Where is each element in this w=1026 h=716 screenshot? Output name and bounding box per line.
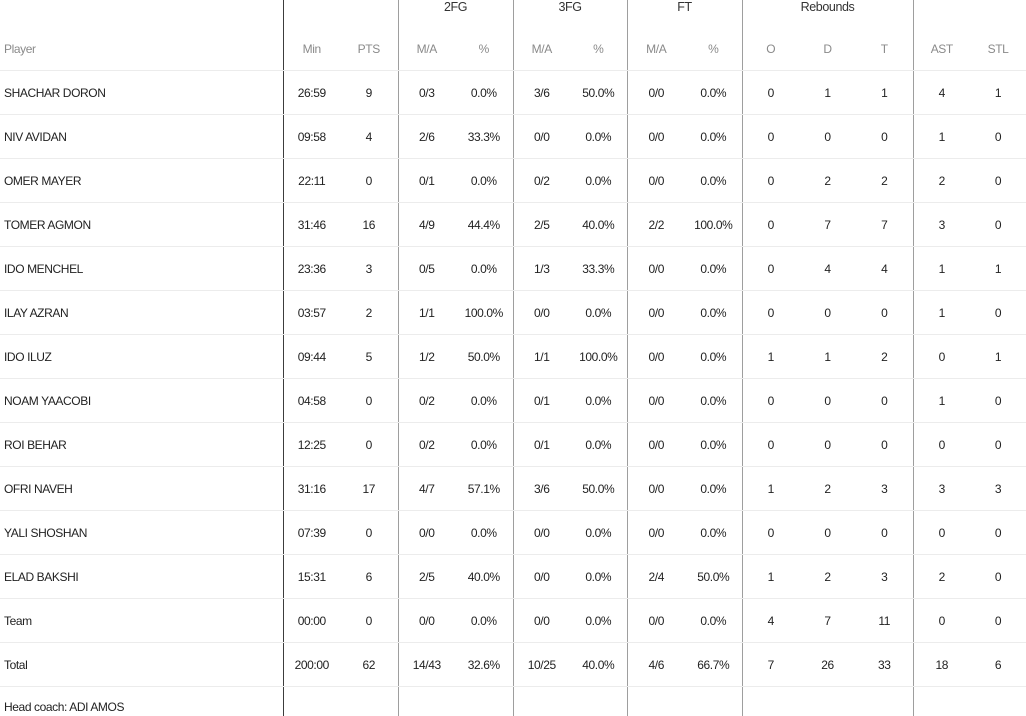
cell-min: 04:58 (283, 379, 340, 423)
coach-spacer (627, 687, 742, 716)
cell-ast: 2 (913, 159, 970, 203)
cell-stl: 0 (970, 291, 1026, 335)
cell-ast: 1 (913, 379, 970, 423)
cell-2fg-pct: 0.0% (455, 159, 513, 203)
cell-ast: 2 (913, 555, 970, 599)
cell-reb-o: 0 (742, 71, 799, 115)
cell-ast: 3 (913, 203, 970, 247)
cell-ast: 1 (913, 115, 970, 159)
cell-reb-d: 1 (799, 335, 856, 379)
cell-ft-pct: 50.0% (685, 555, 742, 599)
player-name[interactable]: TOMER AGMON (0, 203, 283, 247)
cell-ft-ma: 2/4 (627, 555, 685, 599)
cell-reb-t: 3 (856, 555, 913, 599)
cell-min: 09:44 (283, 335, 340, 379)
cell-2fg-ma: 0/2 (398, 379, 455, 423)
cell-min: 26:59 (283, 71, 340, 115)
cell-2fg-ma: 0/2 (398, 423, 455, 467)
cell-reb-o: 0 (742, 159, 799, 203)
cell-3fg-ma: 3/6 (513, 71, 570, 115)
table-row (0, 71, 1026, 115)
cell-3fg-pct: 0.0% (570, 159, 627, 203)
cell-reb-o: 0 (742, 115, 799, 159)
cell-ft-pct: 66.7% (685, 643, 742, 687)
cell-stl: 0 (970, 599, 1026, 643)
player-name[interactable]: SHACHAR DORON (0, 71, 283, 115)
cell-ft-ma: 0/0 (627, 335, 685, 379)
cell-min: 00:00 (283, 599, 340, 643)
cell-3fg-ma: 0/2 (513, 159, 570, 203)
cell-min: 09:58 (283, 115, 340, 159)
player-rows (0, 71, 1026, 687)
player-name[interactable]: OFRI NAVEH (0, 467, 283, 511)
cell-3fg-ma: 0/0 (513, 115, 570, 159)
head-coach-label: Head coach: ADI AMOS (4, 700, 125, 714)
cell-reb-t: 0 (856, 511, 913, 555)
cell-stl: 1 (970, 71, 1026, 115)
group-header-rebounds: Rebounds (742, 0, 913, 28)
header-ast[interactable]: AST (913, 28, 970, 71)
table-row (0, 467, 1026, 511)
cell-reb-t: 1 (856, 71, 913, 115)
group-blank-player (0, 0, 283, 28)
cell-3fg-pct: 0.0% (570, 555, 627, 599)
cell-reb-t: 3 (856, 467, 913, 511)
cell-reb-d: 0 (799, 291, 856, 335)
cell-reb-t: 33 (856, 643, 913, 687)
cell-3fg-ma: 2/5 (513, 203, 570, 247)
cell-reb-t: 4 (856, 247, 913, 291)
cell-reb-t: 0 (856, 379, 913, 423)
cell-pts: 4 (340, 115, 398, 159)
table-row (0, 115, 1026, 159)
cell-reb-o: 7 (742, 643, 799, 687)
cell-stl: 0 (970, 555, 1026, 599)
table-row (0, 203, 1026, 247)
cell-3fg-pct: 0.0% (570, 599, 627, 643)
cell-3fg-ma: 0/1 (513, 379, 570, 423)
cell-stl: 3 (970, 467, 1026, 511)
cell-min: 03:57 (283, 291, 340, 335)
cell-reb-d: 0 (799, 511, 856, 555)
cell-pts: 9 (340, 71, 398, 115)
cell-reb-d: 4 (799, 247, 856, 291)
cell-ft-pct: 0.0% (685, 71, 742, 115)
group-header-2fg: 2FG (398, 0, 513, 28)
cell-stl: 1 (970, 335, 1026, 379)
player-name[interactable]: ELAD BAKSHI (0, 555, 283, 599)
table-row (0, 291, 1026, 335)
cell-min: 15:31 (283, 555, 340, 599)
cell-ast: 0 (913, 599, 970, 643)
cell-ft-pct: 0.0% (685, 423, 742, 467)
cell-2fg-pct: 0.0% (455, 599, 513, 643)
cell-ast: 3 (913, 467, 970, 511)
cell-pts: 6 (340, 555, 398, 599)
player-name[interactable]: NOAM YAACOBI (0, 379, 283, 423)
cell-reb-o: 1 (742, 555, 799, 599)
cell-3fg-pct: 0.0% (570, 115, 627, 159)
header-pts[interactable]: PTS (340, 28, 398, 71)
cell-ft-ma: 0/0 (627, 599, 685, 643)
cell-2fg-ma: 4/7 (398, 467, 455, 511)
cell-stl: 0 (970, 511, 1026, 555)
player-name[interactable]: Total (0, 643, 283, 687)
cell-reb-t: 2 (856, 335, 913, 379)
cell-min: 23:36 (283, 247, 340, 291)
cell-reb-d: 0 (799, 379, 856, 423)
cell-min: 12:25 (283, 423, 340, 467)
cell-min: 200:00 (283, 643, 340, 687)
cell-3fg-ma: 0/0 (513, 555, 570, 599)
player-name[interactable]: NIV AVIDAN (0, 115, 283, 159)
cell-ft-pct: 0.0% (685, 599, 742, 643)
header-stl[interactable]: STL (970, 28, 1026, 71)
cell-reb-d: 2 (799, 159, 856, 203)
cell-stl: 1 (970, 247, 1026, 291)
coach-spacer (398, 687, 513, 716)
cell-reb-o: 0 (742, 511, 799, 555)
cell-reb-o: 4 (742, 599, 799, 643)
cell-reb-d: 7 (799, 599, 856, 643)
group-blank-minpts (283, 0, 398, 28)
cell-3fg-ma: 0/0 (513, 599, 570, 643)
cell-reb-d: 26 (799, 643, 856, 687)
coach-spacer (513, 687, 627, 716)
cell-2fg-ma: 1/1 (398, 291, 455, 335)
cell-min: 07:39 (283, 511, 340, 555)
coach-spacer (742, 687, 913, 716)
cell-3fg-ma: 10/25 (513, 643, 570, 687)
cell-ft-ma: 0/0 (627, 159, 685, 203)
cell-3fg-pct: 50.0% (570, 71, 627, 115)
cell-pts: 17 (340, 467, 398, 511)
cell-min: 31:46 (283, 203, 340, 247)
cell-2fg-ma: 0/0 (398, 511, 455, 555)
cell-stl: 6 (970, 643, 1026, 687)
player-name[interactable]: OMER MAYER (0, 159, 283, 203)
group-blank-aststl (913, 0, 1026, 28)
cell-ft-ma: 0/0 (627, 71, 685, 115)
cell-2fg-pct: 0.0% (455, 71, 513, 115)
cell-stl: 0 (970, 159, 1026, 203)
cell-3fg-pct: 0.0% (570, 291, 627, 335)
cell-pts: 5 (340, 335, 398, 379)
cell-pts: 62 (340, 643, 398, 687)
cell-stl: 0 (970, 203, 1026, 247)
table-row (0, 555, 1026, 599)
cell-ft-pct: 0.0% (685, 247, 742, 291)
table-row (0, 335, 1026, 379)
column-group-row (0, 0, 1026, 28)
header-reb-t[interactable]: T (856, 28, 913, 71)
cell-stl: 0 (970, 423, 1026, 467)
header-3fg-pct[interactable]: % (570, 28, 627, 71)
cell-min: 22:11 (283, 159, 340, 203)
cell-2fg-pct: 100.0% (455, 291, 513, 335)
cell-3fg-ma: 1/1 (513, 335, 570, 379)
group-header-3fg: 3FG (513, 0, 627, 28)
header-min[interactable]: Min (283, 28, 340, 71)
table-row (0, 247, 1026, 291)
cell-ast: 18 (913, 643, 970, 687)
cell-reb-o: 0 (742, 203, 799, 247)
cell-reb-d: 2 (799, 467, 856, 511)
cell-reb-t: 7 (856, 203, 913, 247)
cell-reb-t: 0 (856, 115, 913, 159)
cell-2fg-ma: 2/5 (398, 555, 455, 599)
table-row (0, 159, 1026, 203)
header-2fg-pct[interactable]: % (455, 28, 513, 71)
cell-3fg-ma: 3/6 (513, 467, 570, 511)
cell-2fg-pct: 40.0% (455, 555, 513, 599)
cell-pts: 0 (340, 511, 398, 555)
cell-pts: 0 (340, 159, 398, 203)
group-header-ft: FT (627, 0, 742, 28)
coach-spacer (283, 687, 398, 716)
player-name[interactable]: Team (0, 599, 283, 643)
coach-row (0, 687, 1026, 716)
cell-2fg-ma: 14/43 (398, 643, 455, 687)
cell-3fg-pct: 50.0% (570, 467, 627, 511)
cell-reb-o: 0 (742, 423, 799, 467)
cell-3fg-ma: 1/3 (513, 247, 570, 291)
cell-3fg-ma: 0/1 (513, 423, 570, 467)
cell-3fg-pct: 0.0% (570, 511, 627, 555)
cell-ft-pct: 0.0% (685, 467, 742, 511)
table-row (0, 379, 1026, 423)
table-row (0, 423, 1026, 467)
player-name[interactable]: YALI SHOSHAN (0, 511, 283, 555)
cell-reb-d: 0 (799, 423, 856, 467)
cell-pts: 0 (340, 379, 398, 423)
header-3fg-ma[interactable]: M/A (513, 28, 570, 71)
cell-ft-ma: 0/0 (627, 291, 685, 335)
cell-min: 31:16 (283, 467, 340, 511)
cell-3fg-pct: 0.0% (570, 423, 627, 467)
table-row (0, 599, 1026, 643)
table-row (0, 511, 1026, 555)
cell-ast: 0 (913, 511, 970, 555)
cell-reb-o: 0 (742, 247, 799, 291)
cell-2fg-pct: 0.0% (455, 379, 513, 423)
cell-2fg-pct: 44.4% (455, 203, 513, 247)
cell-2fg-pct: 0.0% (455, 423, 513, 467)
cell-2fg-ma: 2/6 (398, 115, 455, 159)
cell-2fg-pct: 0.0% (455, 511, 513, 555)
cell-pts: 16 (340, 203, 398, 247)
cell-stl: 0 (970, 379, 1026, 423)
cell-pts: 3 (340, 247, 398, 291)
cell-pts: 2 (340, 291, 398, 335)
cell-3fg-pct: 40.0% (570, 203, 627, 247)
player-name[interactable]: ROI BEHAR (0, 423, 283, 467)
header-player[interactable]: Player (0, 28, 283, 71)
cell-ft-ma: 0/0 (627, 467, 685, 511)
header-2fg-ma[interactable]: M/A (398, 28, 455, 71)
cell-ft-pct: 0.0% (685, 379, 742, 423)
cell-ast: 0 (913, 335, 970, 379)
cell-ft-pct: 0.0% (685, 335, 742, 379)
cell-reb-d: 7 (799, 203, 856, 247)
cell-3fg-ma: 0/0 (513, 511, 570, 555)
cell-ft-ma: 0/0 (627, 115, 685, 159)
cell-3fg-pct: 33.3% (570, 247, 627, 291)
cell-ft-ma: 2/2 (627, 203, 685, 247)
cell-reb-d: 2 (799, 555, 856, 599)
cell-ft-ma: 0/0 (627, 379, 685, 423)
cell-ft-pct: 100.0% (685, 203, 742, 247)
cell-reb-t: 11 (856, 599, 913, 643)
cell-3fg-pct: 100.0% (570, 335, 627, 379)
coach-spacer (913, 687, 1026, 716)
cell-reb-d: 0 (799, 115, 856, 159)
cell-reb-o: 1 (742, 335, 799, 379)
cell-ft-ma: 0/0 (627, 247, 685, 291)
cell-3fg-ma: 0/0 (513, 291, 570, 335)
cell-ft-pct: 0.0% (685, 115, 742, 159)
header-ft-ma[interactable]: M/A (627, 28, 685, 71)
cell-ast: 1 (913, 291, 970, 335)
cell-2fg-ma: 0/3 (398, 71, 455, 115)
cell-2fg-ma: 4/9 (398, 203, 455, 247)
cell-ft-ma: 4/6 (627, 643, 685, 687)
cell-reb-o: 0 (742, 379, 799, 423)
header-ft-pct[interactable]: % (685, 28, 742, 71)
cell-2fg-pct: 50.0% (455, 335, 513, 379)
cell-reb-t: 0 (856, 423, 913, 467)
cell-ft-pct: 0.0% (685, 291, 742, 335)
cell-2fg-ma: 0/0 (398, 599, 455, 643)
player-name[interactable]: IDO ILUZ (0, 335, 283, 379)
cell-2fg-pct: 32.6% (455, 643, 513, 687)
player-name[interactable]: ILAY AZRAN (0, 291, 283, 335)
cell-2fg-pct: 57.1% (455, 467, 513, 511)
cell-reb-t: 2 (856, 159, 913, 203)
cell-ft-pct: 0.0% (685, 511, 742, 555)
cell-reb-o: 0 (742, 291, 799, 335)
cell-ft-ma: 0/0 (627, 423, 685, 467)
cell-2fg-pct: 33.3% (455, 115, 513, 159)
cell-2fg-ma: 0/1 (398, 159, 455, 203)
column-header-row (0, 28, 1026, 71)
cell-ast: 0 (913, 423, 970, 467)
cell-ft-pct: 0.0% (685, 159, 742, 203)
header-reb-d[interactable]: D (799, 28, 856, 71)
cell-3fg-pct: 0.0% (570, 379, 627, 423)
cell-ast: 4 (913, 71, 970, 115)
cell-3fg-pct: 40.0% (570, 643, 627, 687)
table-row (0, 643, 1026, 687)
header-reb-o[interactable]: O (742, 28, 799, 71)
cell-stl: 0 (970, 115, 1026, 159)
cell-pts: 0 (340, 423, 398, 467)
cell-2fg-ma: 1/2 (398, 335, 455, 379)
player-name[interactable]: IDO MENCHEL (0, 247, 283, 291)
cell-pts: 0 (340, 599, 398, 643)
cell-2fg-pct: 0.0% (455, 247, 513, 291)
cell-ft-ma: 0/0 (627, 511, 685, 555)
cell-ast: 1 (913, 247, 970, 291)
cell-reb-d: 1 (799, 71, 856, 115)
cell-reb-o: 1 (742, 467, 799, 511)
cell-reb-t: 0 (856, 291, 913, 335)
cell-2fg-ma: 0/5 (398, 247, 455, 291)
